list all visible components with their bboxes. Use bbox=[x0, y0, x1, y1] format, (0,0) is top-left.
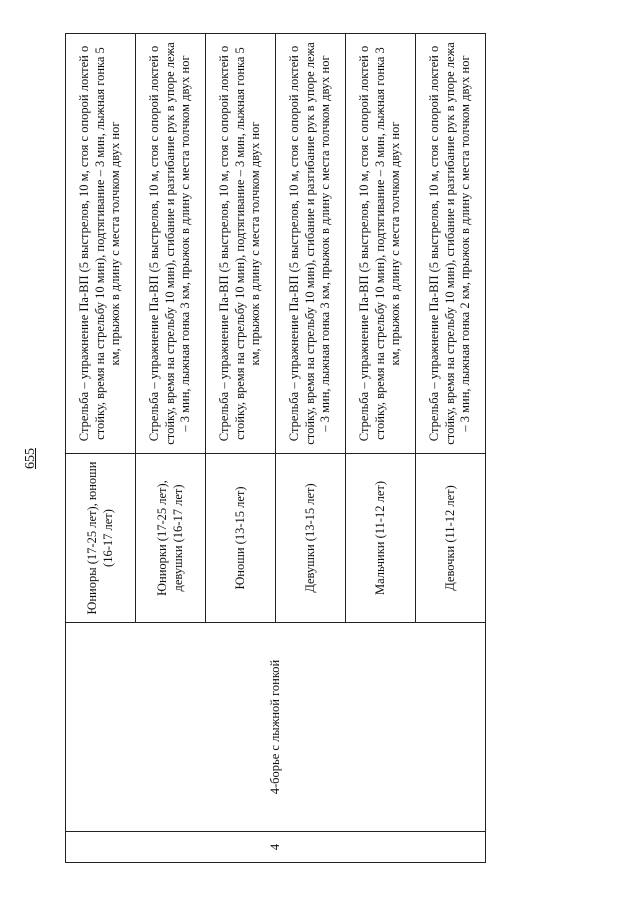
row-number-cell: 4 bbox=[66, 832, 486, 863]
age-group-cell: Девушки (13-15 лет) bbox=[276, 454, 346, 623]
exercise-content-cell: Стрельба – упражнение Па-ВП (5 выстрелов, 10 м, стоя с опорой локтей о стойку, время на стрельбу 10 мин), сгибание и разгибание рук в упоре лежа – 3 мин, лыжная гонка 3 км, прыжок в длину с места толчком двух ног bbox=[276, 34, 346, 454]
discipline-table bbox=[65, 33, 486, 863]
exercise-content-cell: Стрельба – упражнение Па-ВП (5 выстрелов, 10 м, стоя с опорой локтей о стойку, время на стрельбу 10 мин), сгибание и разгибание рук в упоре лежа – 3 мин, лыжная гонка 3 км, прыжок в длину с места толчком двух ног bbox=[136, 34, 206, 454]
page-number: 655 bbox=[23, 448, 38, 469]
age-group-cell: Юниоры (17-25 лет), юноши (16-17 лет) bbox=[66, 454, 136, 623]
exercise-content-cell: Стрельба – упражнение Па-ВП (5 выстрелов, 10 м, стоя с опорой локтей о стойку, время на стрельбу 10 мин), сгибание и разгибание рук в упоре лежа – 3 мин, лыжная гонка 2 км, прыжок в длину с места толчком двух ног bbox=[416, 34, 486, 454]
table-row bbox=[66, 34, 136, 863]
exercise-content-cell: Стрельба – упражнение Па-ВП (5 выстрелов, 10 м, стоя с опорой локтей о стойку, время на стрельбу 10 мин), подтягивание – 3 мин, лыжная гонка 5 км, прыжок в длину с места толчком двух ног bbox=[66, 34, 136, 454]
age-group-cell: Мальчики (11-12 лет) bbox=[346, 454, 416, 623]
exercise-content-cell: Стрельба – упражнение Па-ВП (5 выстрелов, 10 м, стоя с опорой локтей о стойку, время на стрельбу 10 мин), подтягивание – 3 мин, лыжная гонка 5 км, прыжок в длину с места толчком двух ног bbox=[206, 34, 276, 454]
sport-name-cell: 4-борье с лыжной гонкой bbox=[66, 623, 486, 832]
rotated-landscape-page bbox=[23, 33, 485, 863]
age-group-cell: Юноши (13-15 лет) bbox=[206, 454, 276, 623]
age-group-cell: Девочки (11-12 лет) bbox=[416, 454, 486, 623]
exercise-content-cell: Стрельба – упражнение Па-ВП (5 выстрелов, 10 м, стоя с опорой локтей о стойку, время на стрельбу 10 мин), подтягивание – 3 мин, лыжная гонка 3 км, прыжок в длину с места толчком двух ног bbox=[346, 34, 416, 454]
age-group-cell: Юниорки (17-25 лет), девушки (16-17 лет) bbox=[136, 454, 206, 623]
